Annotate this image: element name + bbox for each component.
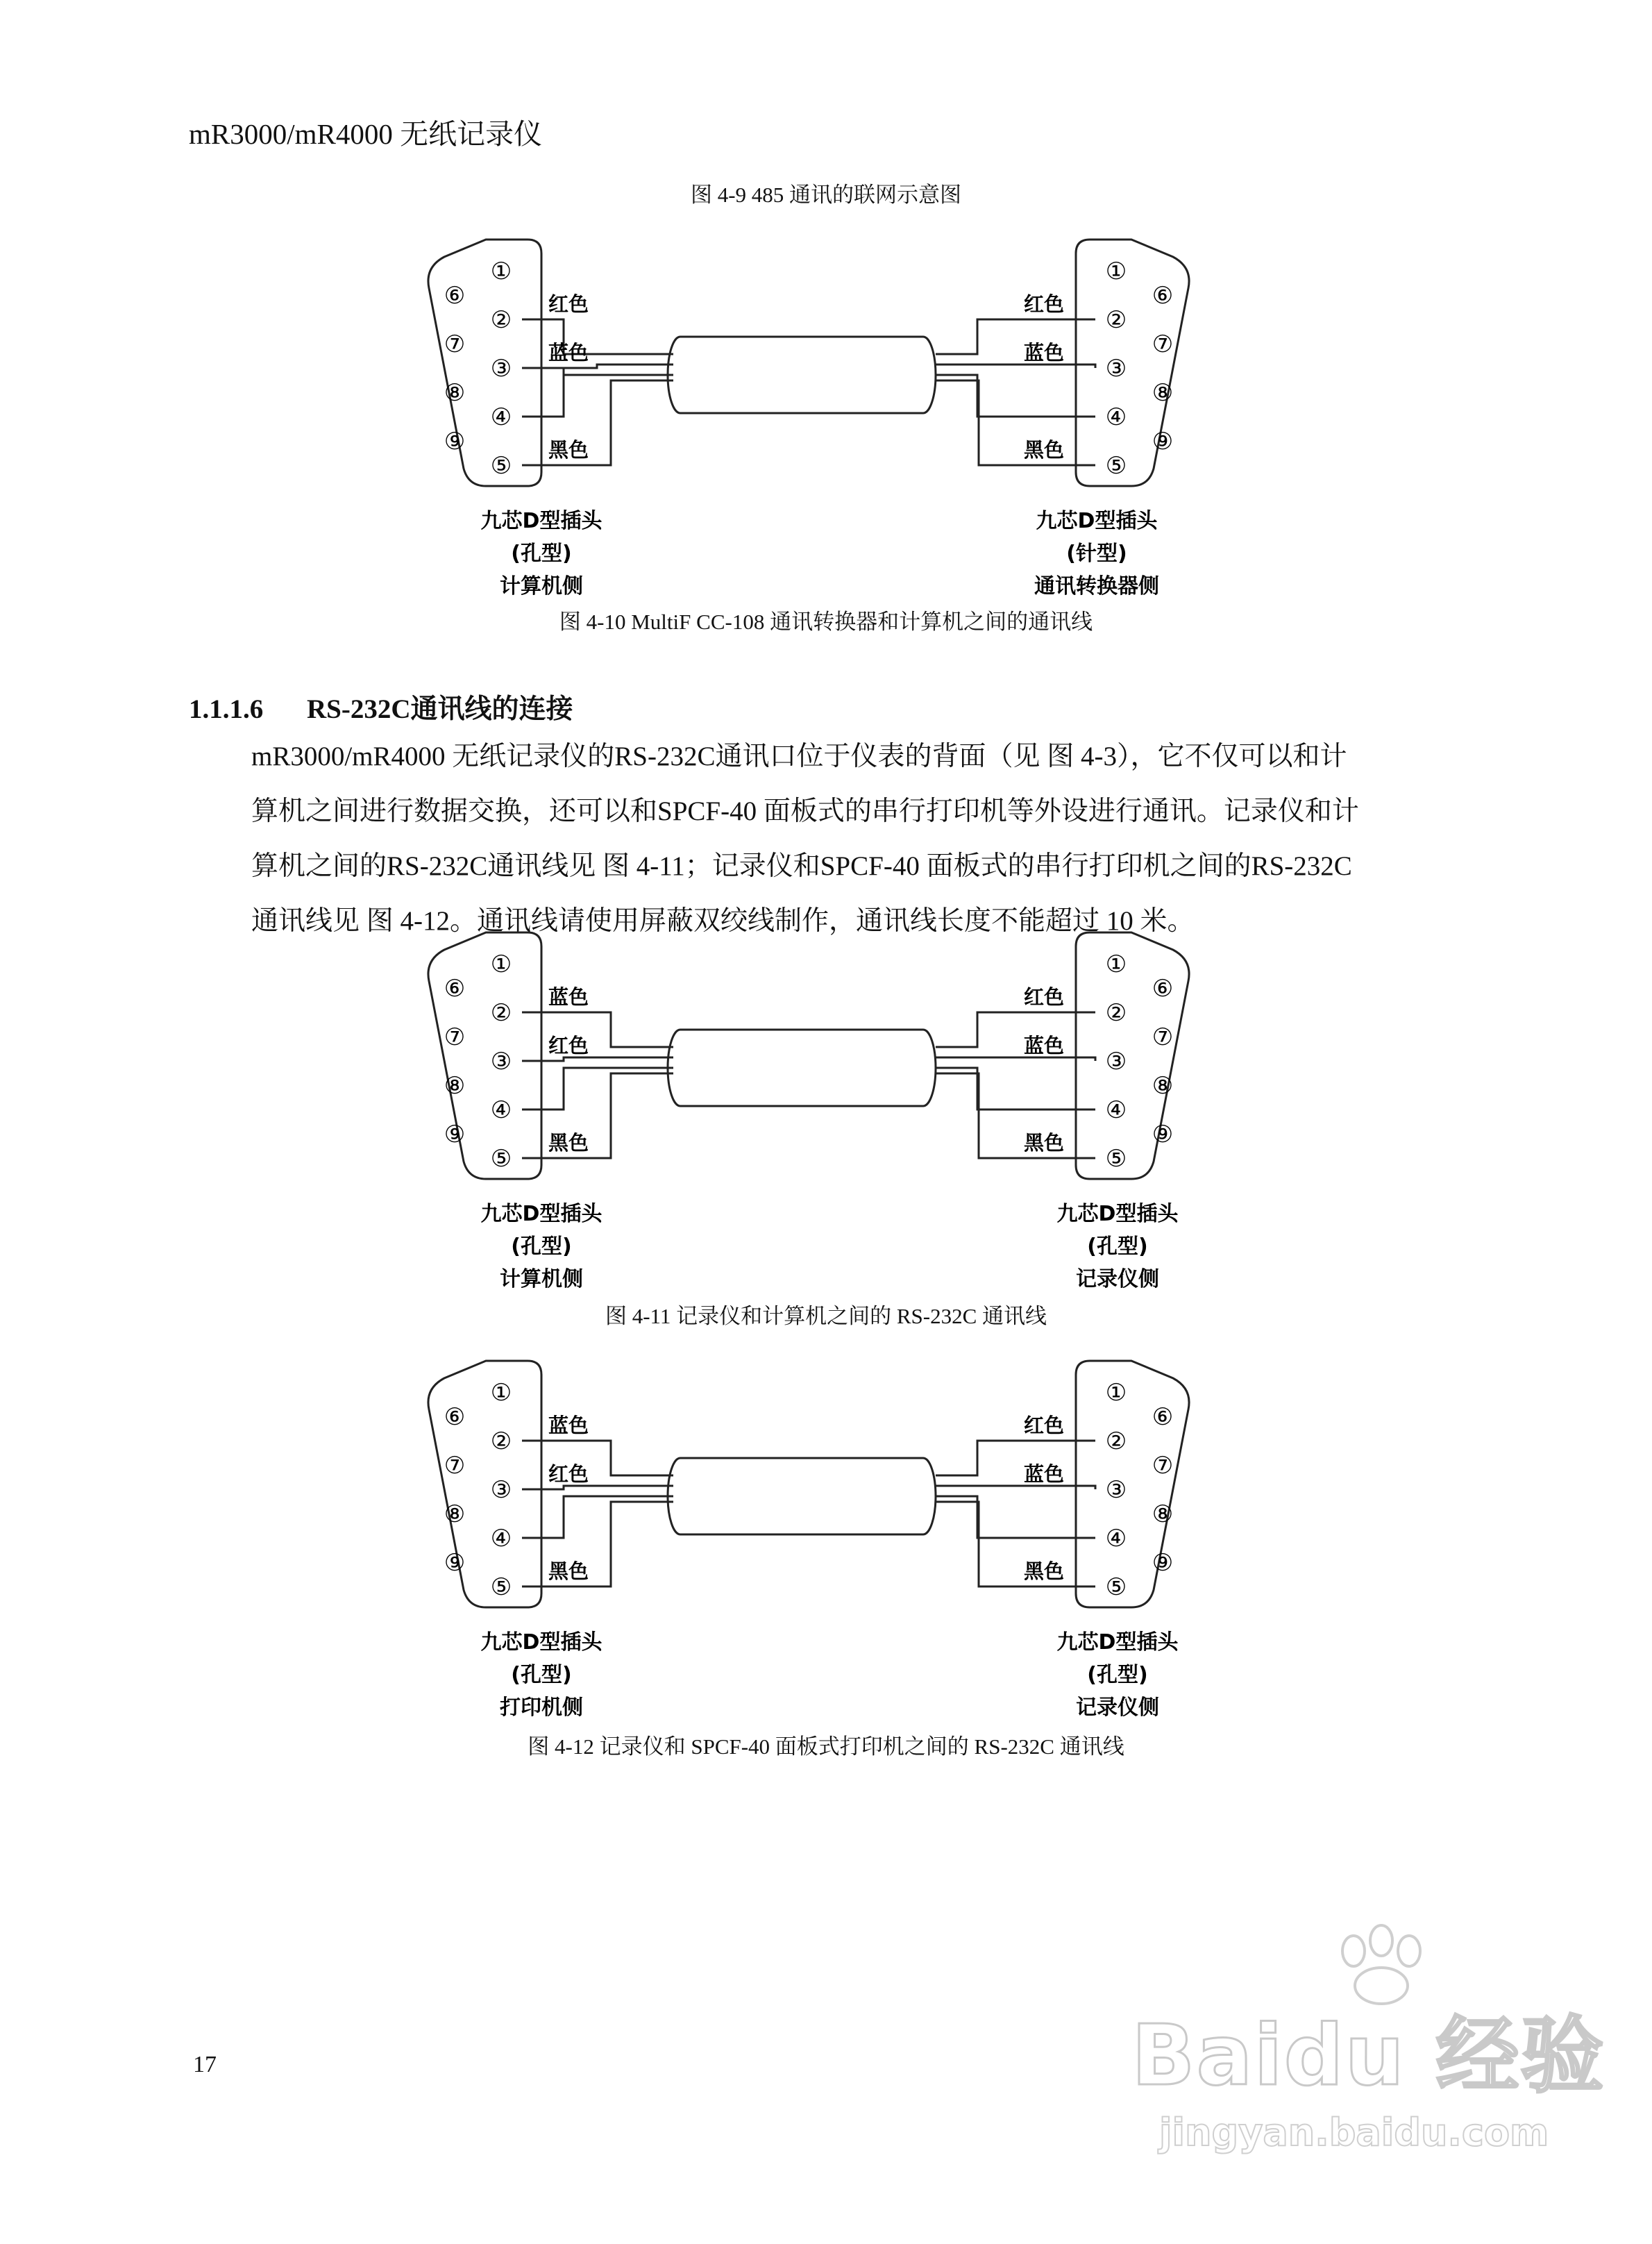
watermark-brand: Baidu 经验 bbox=[1131, 2008, 1605, 2104]
pin-1-label: ① bbox=[490, 258, 512, 285]
left-connector-side: 计算机侧 bbox=[500, 574, 583, 598]
wire-label: 黑色 bbox=[1024, 1131, 1065, 1155]
wire-label: 红色 bbox=[1024, 985, 1065, 1009]
section-number: 1.1.1.6 bbox=[189, 694, 264, 724]
pin-2-label: ② bbox=[1105, 1427, 1127, 1455]
pin-2-label: ② bbox=[1105, 306, 1127, 334]
right-connector-label: 九芯D型插头 bbox=[1056, 1630, 1179, 1655]
left-connector-label: 九芯D型插头 bbox=[480, 509, 602, 533]
pin-5-label: ⑤ bbox=[1105, 452, 1127, 480]
figure-caption-4-12: 图 4-12 记录仪和 SPCF-40 面板式打印机之间的 RS-232C 通讯线 bbox=[528, 1734, 1124, 1759]
pin-7-label: ⑦ bbox=[444, 1023, 466, 1051]
wire-label: 黑色 bbox=[548, 1131, 589, 1155]
right-connector-type: (针型) bbox=[1066, 542, 1127, 566]
pin-6-label: ⑥ bbox=[444, 975, 466, 1003]
pin-8-label: ⑧ bbox=[1152, 1500, 1174, 1528]
left-connector-type: (孔型) bbox=[511, 542, 572, 566]
cable-diagram-4-11 bbox=[0, 915, 1652, 1318]
pin-4-label: ④ bbox=[1105, 1525, 1127, 1552]
pin-1-label: ① bbox=[490, 1379, 512, 1407]
wire-label: 蓝色 bbox=[1024, 1034, 1065, 1057]
paragraph-line: 通讯线见 图 4-12。通讯线请使用屏蔽双绞线制作，通讯线长度不能超过 10 米。 bbox=[251, 906, 1195, 936]
pin-9-label: ⑨ bbox=[1152, 1549, 1174, 1577]
pin-7-label: ⑦ bbox=[1152, 1023, 1174, 1051]
right-connector-side: 记录仪侧 bbox=[1076, 1267, 1159, 1291]
wire-label: 黑色 bbox=[548, 438, 589, 462]
page-number: 17 bbox=[193, 2052, 217, 2077]
wire-label: 蓝色 bbox=[548, 1414, 589, 1437]
pin-3-label: ③ bbox=[1105, 355, 1127, 383]
pin-3-label: ③ bbox=[490, 355, 512, 383]
pin-9-label: ⑨ bbox=[444, 1549, 466, 1577]
pin-9-label: ⑨ bbox=[1152, 428, 1174, 455]
left-connector-side: 计算机侧 bbox=[500, 1267, 583, 1291]
wire-label: 红色 bbox=[1024, 1414, 1065, 1437]
cable-diagram-4-10 bbox=[0, 222, 1652, 625]
left-connector-type: (孔型) bbox=[511, 1234, 572, 1259]
pin-1-label: ① bbox=[1105, 1379, 1127, 1407]
figure-caption-4-11: 图 4-11 记录仪和计算机之间的 RS-232C 通讯线 bbox=[605, 1304, 1047, 1328]
pin-4-label: ④ bbox=[1105, 403, 1127, 431]
pin-8-label: ⑧ bbox=[1152, 379, 1174, 407]
wire-label: 红色 bbox=[548, 1034, 589, 1057]
pin-8-label: ⑧ bbox=[444, 1500, 466, 1528]
figure-caption-4-9: 图 4-9 485 通讯的联网示意图 bbox=[690, 183, 962, 207]
left-connector-label: 九芯D型插头 bbox=[480, 1202, 602, 1226]
pin-1-label: ① bbox=[1105, 951, 1127, 978]
baidu-watermark bbox=[1131, 1923, 1605, 2187]
right-connector-type: (孔型) bbox=[1087, 1234, 1148, 1259]
left-pins bbox=[444, 951, 512, 1173]
left-connector-label: 九芯D型插头 bbox=[480, 1630, 602, 1655]
left-connector-side: 打印机侧 bbox=[500, 1695, 583, 1720]
pin-4-label: ④ bbox=[490, 1096, 512, 1124]
pin-8-label: ⑧ bbox=[444, 1072, 466, 1100]
right-connector-type: (孔型) bbox=[1087, 1663, 1148, 1687]
document-header: mR3000/mR4000 无纸记录仪 bbox=[189, 118, 543, 150]
pin-5-label: ⑤ bbox=[1105, 1145, 1127, 1173]
paragraph-line: 算机之间的RS-232C通讯线见 图 4-11；记录仪和SPCF-40 面板式的串行打印机之间的RS-232C bbox=[251, 851, 1352, 881]
pin-5-label: ⑤ bbox=[490, 1573, 512, 1601]
pin-7-label: ⑦ bbox=[444, 330, 466, 358]
section-heading bbox=[189, 687, 573, 726]
pin-6-label: ⑥ bbox=[1152, 282, 1174, 310]
cable-diagram-4-12 bbox=[0, 1343, 1652, 1746]
right-connector-side: 记录仪侧 bbox=[1076, 1695, 1159, 1720]
cable-body bbox=[668, 337, 936, 413]
pin-5-label: ⑤ bbox=[490, 452, 512, 480]
wire-label: 红色 bbox=[1024, 292, 1065, 316]
pin-9-label: ⑨ bbox=[1152, 1121, 1174, 1148]
pin-9-label: ⑨ bbox=[444, 1121, 466, 1148]
right-pins bbox=[1106, 258, 1173, 480]
left-connector-type: (孔型) bbox=[511, 1663, 572, 1687]
pin-6-label: ⑥ bbox=[1152, 1403, 1174, 1431]
watermark-url: jingyan.baidu.com bbox=[1159, 2111, 1549, 2154]
pin-6-label: ⑥ bbox=[1152, 975, 1174, 1003]
pin-6-label: ⑥ bbox=[444, 282, 466, 310]
wire-label: 黑色 bbox=[1024, 1559, 1065, 1583]
right-connector-side: 通讯转换器侧 bbox=[1034, 574, 1159, 598]
pin-2-label: ② bbox=[1105, 999, 1127, 1027]
pin-5-label: ⑤ bbox=[1105, 1573, 1127, 1601]
pin-2-label: ② bbox=[490, 306, 512, 334]
figure-caption-4-10: 图 4-10 MultiF CC-108 通讯转换器和计算机之间的通讯线 bbox=[559, 610, 1093, 634]
pin-9-label: ⑨ bbox=[444, 428, 466, 455]
wire-label: 蓝色 bbox=[548, 985, 589, 1009]
left-pins bbox=[444, 1379, 512, 1601]
right-connector-label: 九芯D型插头 bbox=[1036, 509, 1158, 533]
wire-label: 黑色 bbox=[1024, 438, 1065, 462]
pin-2-label: ② bbox=[490, 1427, 512, 1455]
right-pins bbox=[1106, 951, 1173, 1173]
pin-1-label: ① bbox=[490, 951, 512, 978]
wire-label: 红色 bbox=[548, 292, 589, 316]
right-connector-label: 九芯D型插头 bbox=[1056, 1202, 1179, 1226]
pin-3-label: ③ bbox=[490, 1476, 512, 1504]
wire-label: 蓝色 bbox=[1024, 341, 1065, 365]
pin-5-label: ⑤ bbox=[490, 1145, 512, 1173]
pin-8-label: ⑧ bbox=[1152, 1072, 1174, 1100]
pin-4-label: ④ bbox=[1105, 1096, 1127, 1124]
pin-7-label: ⑦ bbox=[1152, 330, 1174, 358]
pin-7-label: ⑦ bbox=[1152, 1452, 1174, 1480]
right-pins bbox=[1106, 1379, 1173, 1601]
pin-4-label: ④ bbox=[490, 1525, 512, 1552]
wire-label: 蓝色 bbox=[548, 341, 589, 365]
pin-8-label: ⑧ bbox=[444, 379, 466, 407]
cable-body bbox=[668, 1030, 936, 1106]
pin-7-label: ⑦ bbox=[444, 1452, 466, 1480]
cable-body bbox=[668, 1458, 936, 1534]
paragraph-line: 算机之间进行数据交换，还可以和SPCF-40 面板式的串行打印机等外设进行通讯。记录仪和计 bbox=[251, 796, 1359, 826]
pin-4-label: ④ bbox=[490, 403, 512, 431]
pin-2-label: ② bbox=[490, 999, 512, 1027]
wire-label: 黑色 bbox=[548, 1559, 589, 1583]
wire-label: 蓝色 bbox=[1024, 1462, 1065, 1486]
pin-3-label: ③ bbox=[1105, 1476, 1127, 1504]
pin-3-label: ③ bbox=[1105, 1048, 1127, 1075]
pin-6-label: ⑥ bbox=[444, 1403, 466, 1431]
section-title: RS-232C通讯线的连接 bbox=[307, 694, 573, 724]
pin-1-label: ① bbox=[1105, 258, 1127, 285]
pin-3-label: ③ bbox=[490, 1048, 512, 1075]
left-pins bbox=[444, 258, 512, 480]
paragraph-line: mR3000/mR4000 无纸记录仪的RS-232C通讯口位于仪表的背面（见 图 4-3），它不仅可以和计 bbox=[251, 742, 1347, 771]
wire-label: 红色 bbox=[548, 1462, 589, 1486]
